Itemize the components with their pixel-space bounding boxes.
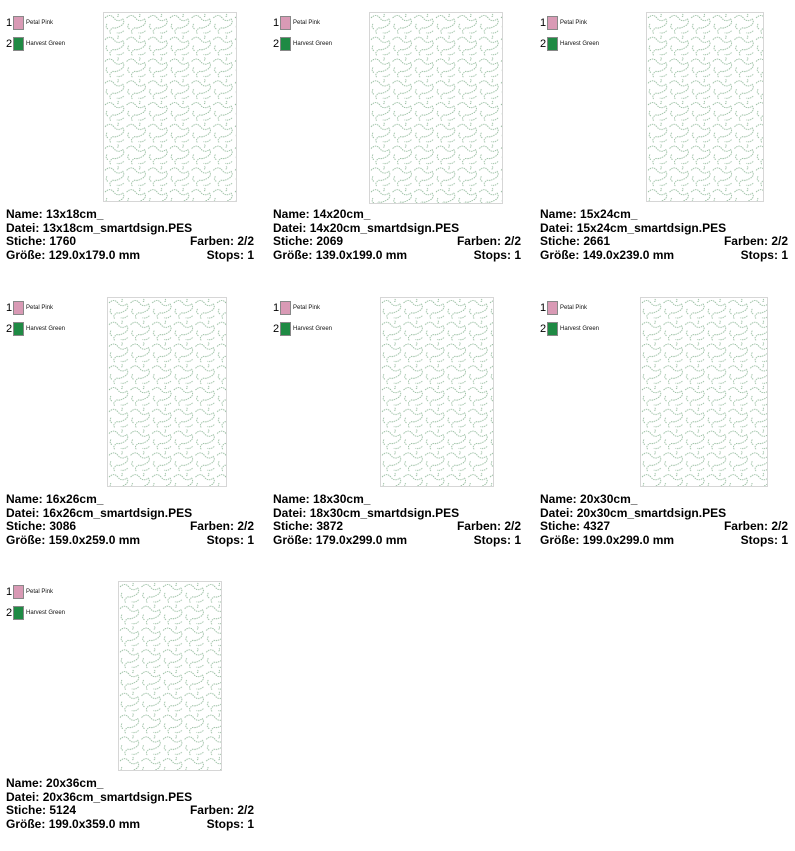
design-preview[interactable] (640, 297, 768, 487)
design-info (540, 208, 788, 262)
legend-number: 1 (6, 301, 13, 314)
legend-item (6, 12, 65, 33)
stitch-count: 5124 (49, 803, 77, 817)
design-size: 139.0x199.0 mm (315, 247, 408, 262)
legend-item (540, 297, 599, 318)
design-card[interactable] (534, 297, 794, 567)
legend-item (6, 33, 65, 54)
design-file: 18x30cm_smartdsign.PES (309, 505, 460, 520)
stipple-pattern (641, 298, 767, 486)
stop-count: 1 (247, 532, 254, 547)
legend-color-name: Petal Pink (26, 588, 54, 595)
color-count: 2/2 (771, 234, 788, 248)
legend-number: 2 (540, 37, 547, 50)
size-row: Größe: 159.0x259.0 mm Stops: 1 (6, 532, 254, 547)
color-swatch (547, 37, 558, 51)
stop-count: 1 (514, 532, 521, 547)
legend-color-name: Harvest Green (293, 325, 333, 332)
stitch-row: Stiche: 5124 Farben: 2/2 (6, 803, 254, 817)
design-name: 20x36cm_ (46, 776, 104, 790)
name-row: Name: 14x20cm_ (273, 207, 371, 221)
design-name: 14x20cm_ (313, 207, 371, 221)
color-count: 2/2 (504, 234, 521, 248)
color-swatch (13, 37, 24, 51)
size-row: Größe: 149.0x239.0 mm Stops: 1 (540, 247, 788, 262)
design-size: 149.0x239.0 mm (582, 247, 675, 262)
legend-item (273, 318, 332, 339)
color-swatch (13, 585, 24, 599)
legend-item (273, 33, 332, 54)
stop-count: 1 (247, 816, 254, 831)
legend-color-name: Petal Pink (560, 304, 588, 311)
color-count: 2/2 (237, 519, 254, 533)
stitch-row: Stiche: 4327 Farben: 2/2 (540, 519, 788, 533)
design-size: 159.0x259.0 mm (48, 532, 141, 547)
design-file: 20x30cm_smartdsign.PES (576, 505, 727, 520)
name-row: Name: 16x26cm_ (6, 492, 104, 506)
legend-color-name: Harvest Green (560, 40, 600, 47)
design-card[interactable] (534, 12, 794, 282)
name-row: Name: 18x30cm_ (273, 492, 371, 506)
design-preview[interactable] (380, 297, 494, 487)
color-count: 2/2 (237, 803, 254, 817)
stipple-pattern (647, 13, 763, 201)
design-card[interactable] (0, 581, 260, 851)
design-name: 18x30cm_ (313, 492, 371, 506)
color-swatch (280, 322, 291, 336)
size-row: Größe: 179.0x299.0 mm Stops: 1 (273, 532, 521, 547)
design-info (6, 493, 254, 547)
color-count: 2/2 (237, 234, 254, 248)
color-swatch (13, 322, 24, 336)
design-name: 15x24cm_ (580, 207, 638, 221)
stitch-count: 2069 (316, 234, 344, 248)
stitch-row: Stiche: 2069 Farben: 2/2 (273, 234, 521, 248)
design-info (273, 493, 521, 547)
color-legend (273, 12, 332, 54)
legend-number: 2 (273, 322, 280, 335)
design-card[interactable] (267, 297, 527, 567)
color-legend (6, 12, 65, 54)
legend-item (6, 602, 65, 623)
name-row: Name: 13x18cm_ (6, 207, 104, 221)
stitch-count: 3086 (49, 519, 77, 533)
color-count: 2/2 (771, 519, 788, 533)
design-card[interactable] (0, 297, 260, 567)
design-info (6, 208, 254, 262)
design-info (540, 493, 788, 547)
color-swatch (13, 606, 24, 620)
legend-number: 2 (273, 37, 280, 50)
legend-number: 1 (6, 16, 13, 29)
design-size: 179.0x299.0 mm (315, 532, 408, 547)
legend-item (540, 33, 599, 54)
size-row: Größe: 199.0x299.0 mm Stops: 1 (540, 532, 788, 547)
stop-count: 1 (781, 247, 788, 262)
legend-item (6, 581, 65, 602)
legend-item (6, 318, 65, 339)
legend-color-name: Harvest Green (26, 609, 66, 616)
stitch-row: Stiche: 3872 Farben: 2/2 (273, 519, 521, 533)
design-file: 14x20cm_smartdsign.PES (309, 220, 460, 235)
design-preview[interactable] (118, 581, 222, 771)
name-row: Name: 20x36cm_ (6, 776, 104, 790)
stop-count: 1 (781, 532, 788, 547)
stitch-count: 1760 (49, 234, 77, 248)
file-row: Datei: 16x26cm_smartdsign.PES (6, 505, 193, 520)
legend-number: 2 (6, 322, 13, 335)
stitch-row: Stiche: 2661 Farben: 2/2 (540, 234, 788, 248)
legend-number: 1 (273, 301, 280, 314)
design-file: 15x24cm_smartdsign.PES (576, 220, 727, 235)
name-row: Name: 20x30cm_ (540, 492, 638, 506)
legend-item (540, 12, 599, 33)
color-swatch (547, 322, 558, 336)
legend-color-name: Harvest Green (26, 325, 66, 332)
size-row: Größe: 139.0x199.0 mm Stops: 1 (273, 247, 521, 262)
size-row: Größe: 199.0x359.0 mm Stops: 1 (6, 816, 254, 831)
legend-number: 2 (6, 606, 13, 619)
design-name: 20x30cm_ (580, 492, 638, 506)
design-info (6, 777, 254, 831)
file-row: Datei: 20x36cm_smartdsign.PES (6, 789, 193, 804)
color-swatch (280, 301, 291, 315)
stitch-row: Stiche: 1760 Farben: 2/2 (6, 234, 254, 248)
legend-color-name: Petal Pink (26, 19, 54, 26)
legend-color-name: Petal Pink (293, 304, 321, 311)
design-card[interactable] (0, 12, 260, 282)
color-legend (273, 297, 332, 339)
color-legend (6, 581, 65, 623)
design-info (273, 208, 521, 262)
design-size: 199.0x299.0 mm (582, 532, 675, 547)
design-card[interactable] (267, 12, 527, 282)
size-row: Größe: 129.0x179.0 mm Stops: 1 (6, 247, 254, 262)
color-legend (540, 297, 599, 339)
file-row: Datei: 20x30cm_smartdsign.PES (540, 505, 727, 520)
color-swatch (547, 16, 558, 30)
color-count: 2/2 (504, 519, 521, 533)
design-file: 16x26cm_smartdsign.PES (42, 505, 193, 520)
stitch-count: 3872 (316, 519, 344, 533)
file-row: Datei: 15x24cm_smartdsign.PES (540, 220, 727, 235)
file-row: Datei: 14x20cm_smartdsign.PES (273, 220, 460, 235)
design-name: 16x26cm_ (46, 492, 104, 506)
legend-color-name: Harvest Green (293, 40, 333, 47)
legend-number: 1 (273, 16, 280, 29)
design-file: 20x36cm_smartdsign.PES (42, 789, 193, 804)
legend-number: 1 (540, 16, 547, 29)
design-file: 13x18cm_smartdsign.PES (42, 220, 193, 235)
design-preview[interactable] (369, 12, 503, 204)
stop-count: 1 (247, 247, 254, 262)
color-swatch (280, 16, 291, 30)
design-name: 13x18cm_ (46, 207, 104, 221)
design-size: 199.0x359.0 mm (48, 816, 141, 831)
design-preview[interactable] (646, 12, 764, 202)
design-preview[interactable] (103, 12, 237, 202)
color-legend (6, 297, 65, 339)
legend-number: 1 (540, 301, 547, 314)
legend-number: 2 (540, 322, 547, 335)
legend-color-name: Harvest Green (26, 40, 66, 47)
legend-color-name: Petal Pink (293, 19, 321, 26)
stitch-count: 4327 (583, 519, 611, 533)
legend-item (273, 12, 332, 33)
legend-item (273, 297, 332, 318)
design-preview[interactable] (107, 297, 227, 487)
file-row: Datei: 18x30cm_smartdsign.PES (273, 505, 460, 520)
stipple-pattern (381, 298, 493, 486)
color-swatch (13, 301, 24, 315)
stipple-pattern (119, 582, 221, 770)
stipple-pattern (370, 13, 502, 203)
legend-number: 2 (6, 37, 13, 50)
legend-color-name: Harvest Green (560, 325, 600, 332)
legend-item (6, 297, 65, 318)
color-swatch (13, 16, 24, 30)
color-swatch (280, 37, 291, 51)
stop-count: 1 (514, 247, 521, 262)
color-swatch (547, 301, 558, 315)
stitch-count: 2661 (583, 234, 611, 248)
legend-item (540, 318, 599, 339)
legend-color-name: Petal Pink (26, 304, 54, 311)
stitch-row: Stiche: 3086 Farben: 2/2 (6, 519, 254, 533)
legend-number: 1 (6, 585, 13, 598)
design-size: 129.0x179.0 mm (48, 247, 141, 262)
stipple-pattern (104, 13, 236, 201)
name-row: Name: 15x24cm_ (540, 207, 638, 221)
color-legend (540, 12, 599, 54)
file-row: Datei: 13x18cm_smartdsign.PES (6, 220, 193, 235)
stipple-pattern (108, 298, 226, 486)
legend-color-name: Petal Pink (560, 19, 588, 26)
